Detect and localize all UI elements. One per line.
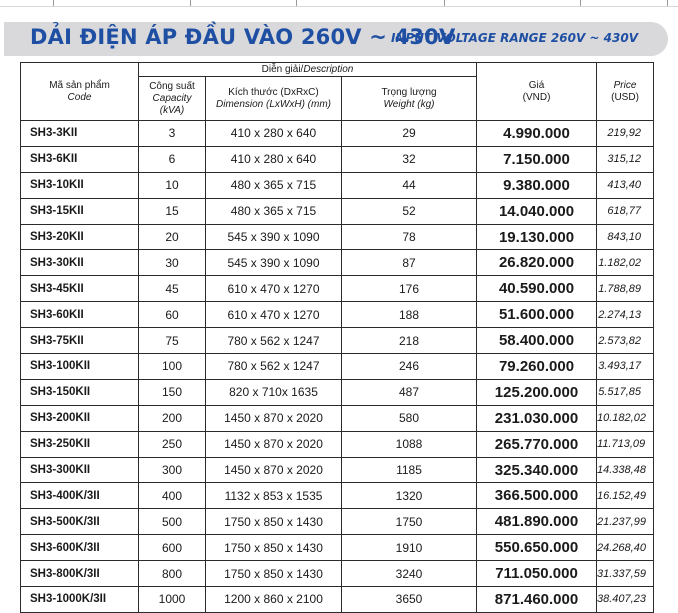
table-row — [21, 561, 654, 587]
cell-price-vnd: 4.990.000 — [477, 121, 597, 147]
cell-weight: 29 — [342, 121, 477, 147]
table-row — [21, 587, 654, 613]
cell-dimension: 545 x 390 x 1090 — [206, 224, 342, 250]
cell-dimension: 545 x 390 x 1090 — [206, 250, 342, 276]
cell-price-usd: 843,10 — [597, 224, 654, 250]
table-row — [21, 198, 654, 224]
cell-capacity: 100 — [139, 354, 206, 380]
cell-weight: 78 — [342, 224, 477, 250]
cell-price-vnd: 40.590.000 — [477, 276, 597, 302]
header-price-vnd — [477, 63, 597, 121]
cell-capacity: 10 — [139, 172, 206, 198]
header-dimension — [206, 77, 342, 121]
cell-price-usd: 3.493,17 — [597, 354, 654, 380]
cell-capacity: 800 — [139, 561, 206, 587]
table-row — [21, 121, 654, 147]
table-row — [21, 509, 654, 535]
header-weight — [342, 77, 477, 121]
cell-capacity: 20 — [139, 224, 206, 250]
cell-price-usd: 5.517,85 — [597, 379, 654, 405]
cell-capacity: 250 — [139, 431, 206, 457]
table-row — [21, 172, 654, 198]
cell-capacity: 600 — [139, 535, 206, 561]
cell-price-vnd: 7.150.000 — [477, 146, 597, 172]
cell-weight: 32 — [342, 146, 477, 172]
cell-dimension: 780 x 562 x 1247 — [206, 354, 342, 380]
cell-dimension: 480 x 365 x 715 — [206, 172, 342, 198]
cell-price-vnd: 14.040.000 — [477, 198, 597, 224]
header-price-usd-vn: Price — [613, 79, 637, 91]
header-desc-vn: Diễn giải/ — [261, 63, 304, 75]
header-description — [139, 63, 477, 77]
cell-capacity: 400 — [139, 483, 206, 509]
cell-weight: 1750 — [342, 509, 477, 535]
cell-price-vnd: 125.200.000 — [477, 379, 597, 405]
cell-weight: 218 — [342, 328, 477, 354]
cell-dimension: 1200 x 860 x 2100 — [206, 587, 342, 613]
cell-price-usd: 31.337,59 — [597, 561, 654, 587]
cell-weight: 1910 — [342, 535, 477, 561]
price-table — [20, 62, 654, 613]
cell-code: SH3-300KII — [21, 457, 139, 483]
header-dimension-en: Dimension (LxWxH) (mm) — [216, 98, 331, 110]
header-dimension-vn: Kích thước (DxRxC) — [228, 86, 319, 98]
cell-price-vnd: 325.340.000 — [477, 457, 597, 483]
table-row — [21, 535, 654, 561]
table-body — [21, 121, 654, 613]
cell-capacity: 45 — [139, 276, 206, 302]
cell-dimension: 1450 x 870 x 2020 — [206, 431, 342, 457]
cell-price-usd: 1.788,89 — [597, 276, 654, 302]
cell-weight: 188 — [342, 302, 477, 328]
header-price-usd — [597, 63, 654, 121]
table-row — [21, 405, 654, 431]
table-row — [21, 146, 654, 172]
cell-weight: 1185 — [342, 457, 477, 483]
cell-code: SH3-600K/3II — [21, 535, 139, 561]
table-row — [21, 431, 654, 457]
table-row — [21, 250, 654, 276]
cell-code: SH3-200KII — [21, 405, 139, 431]
table-row — [21, 354, 654, 380]
cell-code: SH3-20KII — [21, 224, 139, 250]
header-price-usd-en: (USD) — [611, 91, 639, 103]
cell-dimension: 1450 x 870 x 2020 — [206, 457, 342, 483]
cell-price-usd: 14.338,48 — [597, 457, 654, 483]
cell-price-vnd: 9.380.000 — [477, 172, 597, 198]
cell-capacity: 60 — [139, 302, 206, 328]
cell-weight: 487 — [342, 379, 477, 405]
cell-weight: 3240 — [342, 561, 477, 587]
header-capacity-vn: Công suất — [149, 80, 195, 92]
cell-code: SH3-800K/3II — [21, 561, 139, 587]
cell-weight: 52 — [342, 198, 477, 224]
cell-price-usd: 10.182,02 — [597, 405, 654, 431]
table-row — [21, 302, 654, 328]
cell-price-usd: 1.182,02 — [597, 250, 654, 276]
cell-weight: 1320 — [342, 483, 477, 509]
table-row — [21, 379, 654, 405]
table-row — [21, 276, 654, 302]
cell-code: SH3-60KII — [21, 302, 139, 328]
cell-dimension: 1132 x 853 x 1535 — [206, 483, 342, 509]
cell-dimension: 410 x 280 x 640 — [206, 121, 342, 147]
cell-price-vnd: 265.770.000 — [477, 431, 597, 457]
cell-code: SH3-400K/3II — [21, 483, 139, 509]
banner-title-vn: DẢI ĐIỆN ÁP ĐẦU VÀO 260V ~ 430V — [30, 25, 456, 49]
cell-weight: 87 — [342, 250, 477, 276]
cell-price-usd: 618,77 — [597, 198, 654, 224]
cell-dimension: 610 x 470 x 1270 — [206, 276, 342, 302]
cell-price-usd: 219,92 — [597, 121, 654, 147]
cell-price-vnd: 481.890.000 — [477, 509, 597, 535]
section-banner — [4, 22, 668, 56]
cell-dimension: 1750 x 850 x 1430 — [206, 509, 342, 535]
cell-weight: 246 — [342, 354, 477, 380]
top-rule — [0, 0, 678, 7]
cell-dimension: 1450 x 870 x 2020 — [206, 405, 342, 431]
cell-code: SH3-100KII — [21, 354, 139, 380]
cell-code: SH3-45KII — [21, 276, 139, 302]
header-desc-en: Description — [303, 63, 354, 75]
cell-price-vnd: 550.650.000 — [477, 535, 597, 561]
cell-code: SH3-500K/3II — [21, 509, 139, 535]
cell-price-usd: 2.274,13 — [597, 302, 654, 328]
cell-price-usd: 24.268,40 — [597, 535, 654, 561]
cell-dimension: 410 x 280 x 640 — [206, 146, 342, 172]
cell-price-usd: 16.152,49 — [597, 483, 654, 509]
cell-dimension: 610 x 470 x 1270 — [206, 302, 342, 328]
cell-capacity: 15 — [139, 198, 206, 224]
cell-capacity: 6 — [139, 146, 206, 172]
cell-dimension: 1750 x 850 x 1430 — [206, 561, 342, 587]
cell-code: SH3-3KII — [21, 121, 139, 147]
header-capacity — [139, 77, 206, 121]
cell-price-vnd: 79.260.000 — [477, 354, 597, 380]
cell-price-vnd: 711.050.000 — [477, 561, 597, 587]
table-row — [21, 224, 654, 250]
cell-code: SH3-150KII — [21, 379, 139, 405]
cell-capacity: 30 — [139, 250, 206, 276]
cell-code: SH3-30KII — [21, 250, 139, 276]
table-row — [21, 328, 654, 354]
cell-weight: 44 — [342, 172, 477, 198]
cell-weight: 176 — [342, 276, 477, 302]
cell-weight: 3650 — [342, 587, 477, 613]
cell-price-vnd: 231.030.000 — [477, 405, 597, 431]
cell-capacity: 200 — [139, 405, 206, 431]
header-code-en: Code — [67, 91, 92, 103]
cell-code: SH3-10KII — [21, 172, 139, 198]
cell-capacity: 300 — [139, 457, 206, 483]
cell-capacity: 500 — [139, 509, 206, 535]
header-weight-vn: Trọng lượng — [381, 86, 437, 98]
cell-capacity: 1000 — [139, 587, 206, 613]
header-price-vnd-vn: Giá — [528, 79, 545, 91]
cell-price-usd: 11.713,09 — [597, 431, 654, 457]
cell-weight: 580 — [342, 405, 477, 431]
cell-code: SH3-6KII — [21, 146, 139, 172]
cell-dimension: 820 x 710x 1635 — [206, 379, 342, 405]
cell-price-vnd: 366.500.000 — [477, 483, 597, 509]
cell-dimension: 480 x 365 x 715 — [206, 198, 342, 224]
header-weight-en: Weight (kg) — [383, 98, 435, 110]
header-price-vnd-en: (VND) — [522, 91, 551, 103]
table-row — [21, 457, 654, 483]
cell-price-vnd: 51.600.000 — [477, 302, 597, 328]
cell-price-usd: 38.407,23 — [597, 587, 654, 613]
header-capacity-en: Capacity (kVA) — [152, 92, 192, 116]
cell-capacity: 3 — [139, 121, 206, 147]
cell-weight: 1088 — [342, 431, 477, 457]
cell-dimension: 1750 x 850 x 1430 — [206, 535, 342, 561]
cell-capacity: 75 — [139, 328, 206, 354]
cell-dimension: 780 x 562 x 1247 — [206, 328, 342, 354]
header-code-vn: Mã sản phẩm — [49, 79, 110, 91]
banner-title-en: INPUT VOLTAGE RANGE 260V ~ 430V — [391, 31, 638, 45]
cell-price-vnd: 26.820.000 — [477, 250, 597, 276]
cell-capacity: 150 — [139, 379, 206, 405]
cell-code: SH3-250KII — [21, 431, 139, 457]
cell-price-vnd: 58.400.000 — [477, 328, 597, 354]
cell-price-usd: 2.573,82 — [597, 328, 654, 354]
cell-price-vnd: 871.460.000 — [477, 587, 597, 613]
table-row — [21, 483, 654, 509]
cell-price-usd: 413,40 — [597, 172, 654, 198]
cell-price-usd: 315,12 — [597, 146, 654, 172]
header-code — [21, 63, 139, 121]
cell-price-usd: 21.237,99 — [597, 509, 654, 535]
cell-code: SH3-15KII — [21, 198, 139, 224]
cell-code: SH3-75KII — [21, 328, 139, 354]
cell-code: SH3-1000K/3II — [21, 587, 139, 613]
cell-price-vnd: 19.130.000 — [477, 224, 597, 250]
